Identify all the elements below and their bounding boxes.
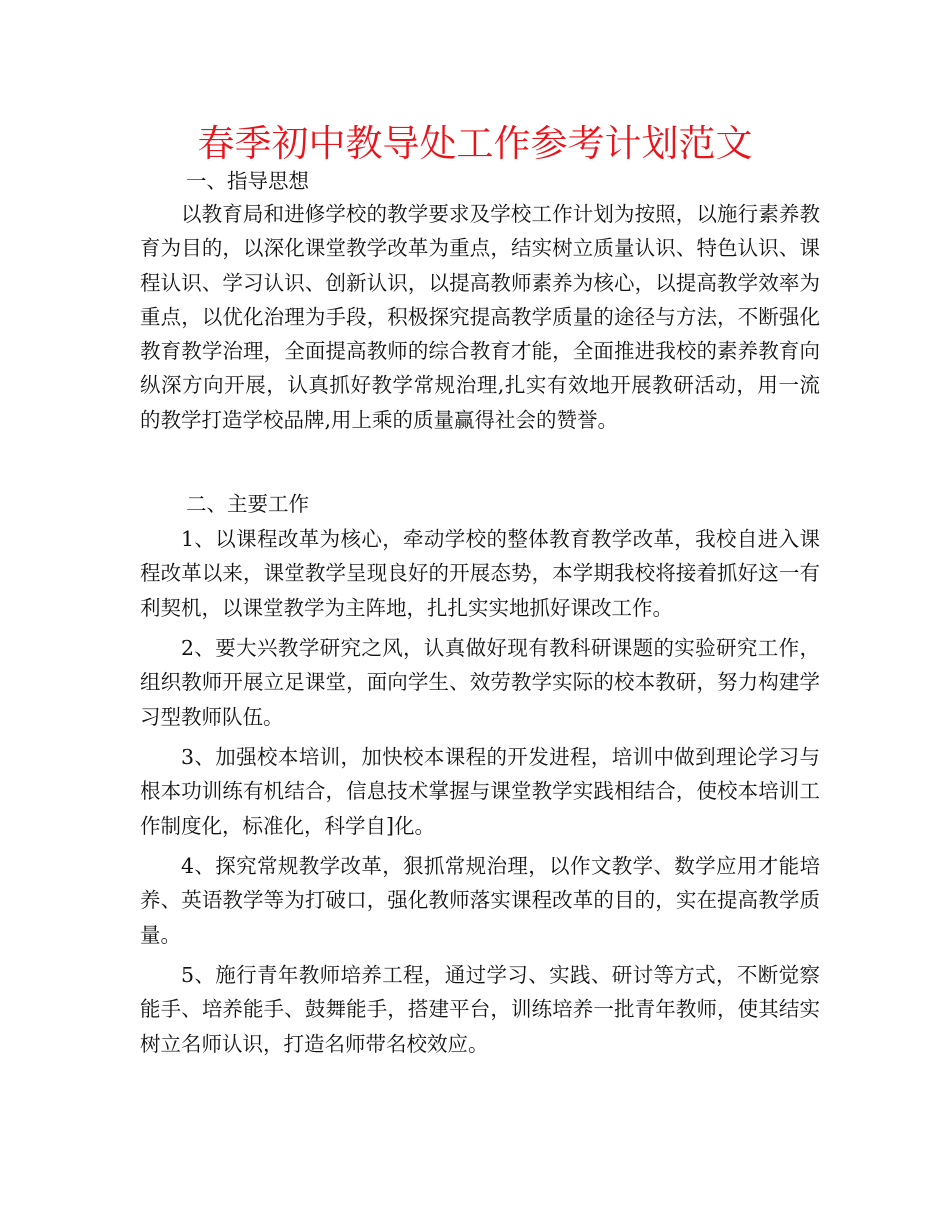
list-item-work-2: 2、要大兴教学研究之风，认真做好现有教科研课题的实验研究工作，组织教师开展立足课堂，面向学生、效劳教学实际的校本教研，努力构建学习型教师队伍。 (140, 636, 820, 729)
list-item-work-4: 4、探究常规教学改革，狠抓常规治理，以作文教学、数学应用才能培养、英语教学等为打破口，强化教师落实课程改革的目的，实在提高教学质量。 (140, 854, 820, 947)
list-item-work-1: 1、以课程改革为核心，牵动学校的整体教育教学改革，我校自进入课程改革以来，课堂教学呈现良好的开展态势，本学期我校将接着抓好这一有利契机，以课堂教学为主阵地，扎扎实实地抓好课改工作。 (140, 527, 820, 620)
paragraph-guiding-ideology: 以教育局和进修学校的教学要求及学校工作计划为按照，以施行素养教育为目的，以深化课堂教学改革为重点，结实树立质量认识、特色认识、课程认识、学习认识、创新认识，以提高教师素养为核心，以提高教学效率为重点，以优化治理为手段，积极探究提高教学质量的途径与方法，不断强化教育教学治理，全面提高教师的综合教育才能，全面推进我校的素养教育向纵深方向开展，认真抓好教学常规治理,扎实有效地开展教研活动，用一流的教学打造学校品牌,用上乘的质量赢得社会的赞誉。 (140, 202, 820, 432)
document-title: 春季初中教导处工作参考计划范文 (197, 122, 753, 165)
list-item-work-5: 5、施行青年教师培养工程，通过学习、实践、研讨等方式，不断觉察能手、培养能手、鼓舞能手，搭建平台，训练培养一批青年教师，使其结实树立名师认识，打造名师带名校效应。 (140, 963, 820, 1056)
list-item-work-3: 3、加强校本培训，加快校本课程的开发进程，培训中做到理论学习与根本功训练有机结合，信息技术掌握与课堂教学实践相结合，使校本培训工作制度化，标准化，科学自]化。 (140, 745, 820, 838)
section-heading-main-work: 二、主要工作 (186, 492, 309, 516)
section-heading-guiding-ideology: 一、指导思想 (186, 169, 309, 193)
